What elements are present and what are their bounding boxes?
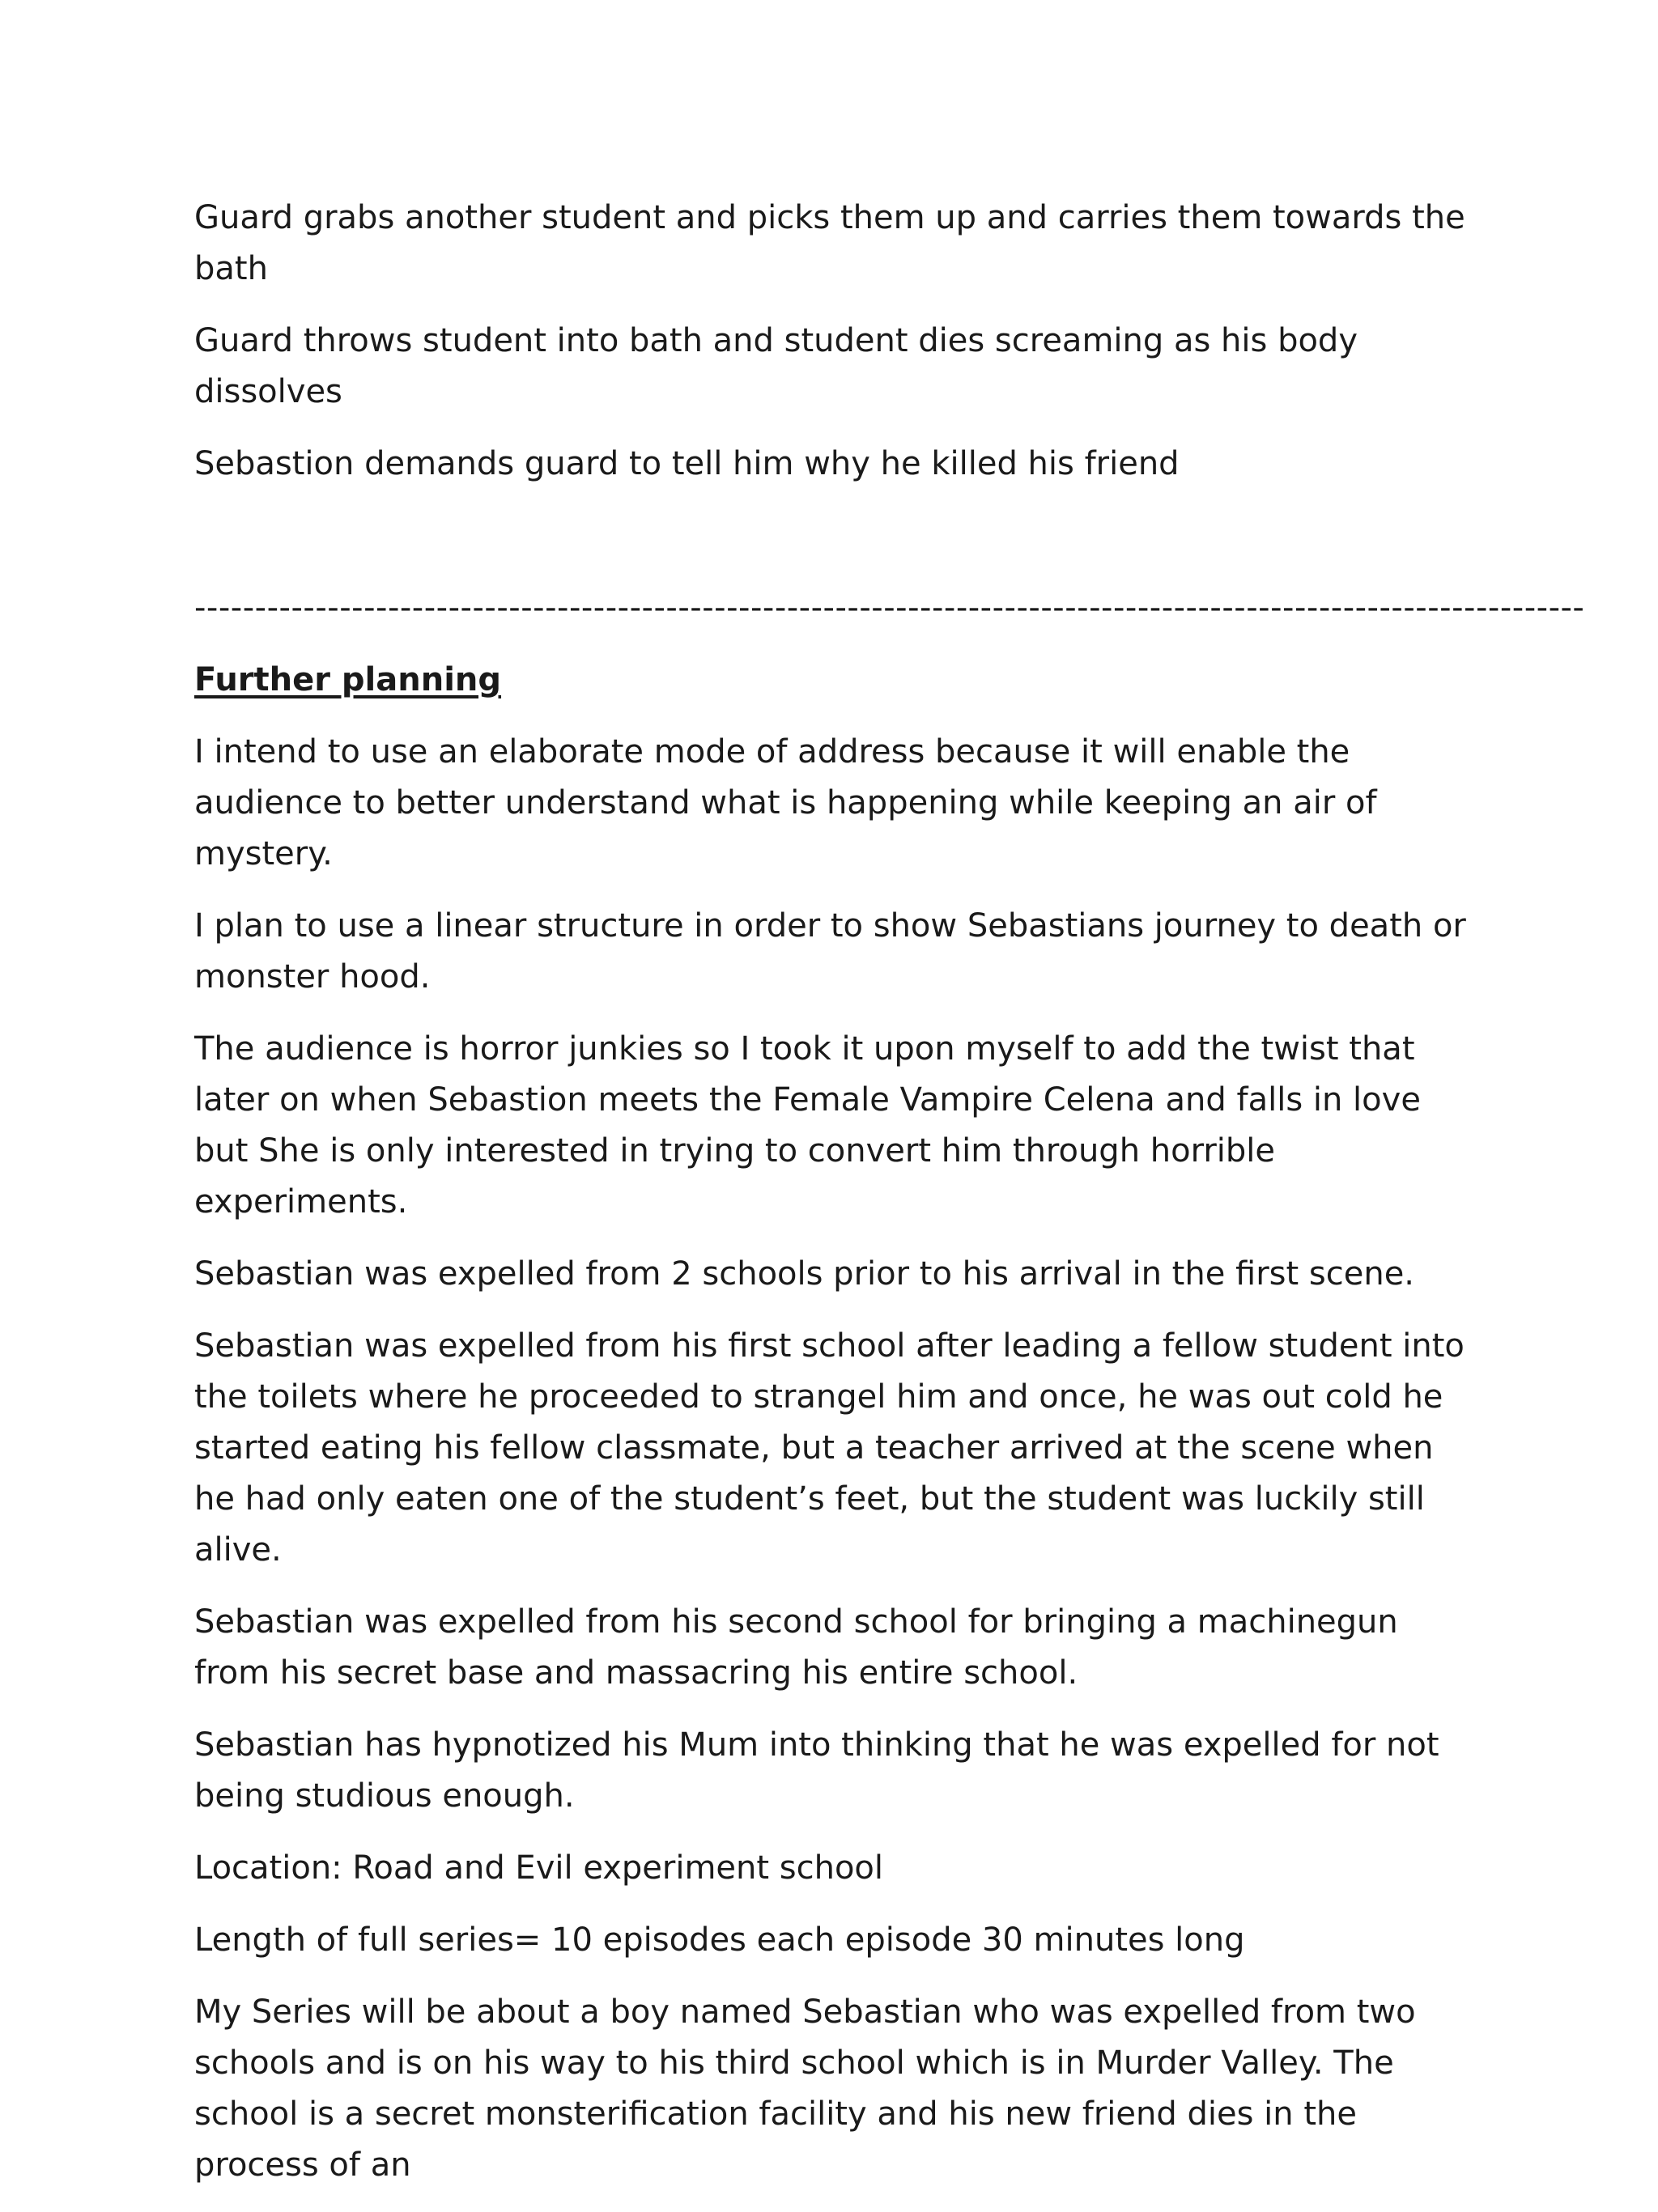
paragraph-second-school: Sebastian was expelled from his second school for bringing a machinegun from his secret base and massacring his entire school. — [194, 1603, 1398, 1692]
paragraph-hypnotized-mum: Sebastian has hypnotized his Mum into thinking that he was expelled for not being studious enough. — [194, 1726, 1439, 1815]
paragraph-sebastion-demands: Sebastion demands guard to tell him why he killed his friend — [194, 445, 1180, 482]
paragraph-guard-throws: Guard throws student into bath and student dies screaming as his body dissolves — [194, 322, 1358, 410]
dashed-separator: ------------------------------------------------------------------------------------------------------------------- — [194, 589, 1585, 626]
section-heading: Further planning — [194, 661, 502, 698]
paragraph-expelled-two-schools: Sebastian was expelled from 2 schools prior to his arrival in the first scene. — [194, 1255, 1415, 1293]
document-body — [194, 193, 1585, 2212]
paragraph-linear-structure: I plan to use a linear structure in order to show Sebastians journey to death or monster hood. — [194, 907, 1466, 996]
paragraph-series-length: Length of full series= 10 episodes each episode 30 minutes long — [194, 1921, 1245, 1959]
paragraph-audience-twist: The audience is horror junkies so I took it upon myself to add the twist that later on when Sebastion meets the Female Vampire Celena and falls in love but She is only interested in trying to convert him through horrible experiments. — [194, 1030, 1421, 1221]
paragraph-first-school: Sebastian was expelled from his first school after leading a fellow student into the toilets where he proceeded to strangel him and once, he was out cold he started eating his fellow classmate, but a teacher arrived at the scene when he had only eaten one of the student’s feet, but the student was luckily still alive. — [194, 1327, 1465, 1569]
paragraph-series-summary: My Series will be about a boy named Sebastian who was expelled from two schools and is on his way to his third school which is in Murder Valley. The school is a secret monsterification facility and his new friend dies in the process of an — [194, 1993, 1416, 2184]
paragraph-guard-grabs: Guard grabs another student and picks them up and carries them towards the bath — [194, 199, 1465, 287]
paragraph-location: Location: Road and Evil experiment school — [194, 1849, 884, 1887]
paragraph-mode-of-address: I intend to use an elaborate mode of address because it will enable the audience to better understand what is happening while keeping an air of mystery. — [194, 733, 1377, 872]
blank-line — [194, 511, 1473, 583]
